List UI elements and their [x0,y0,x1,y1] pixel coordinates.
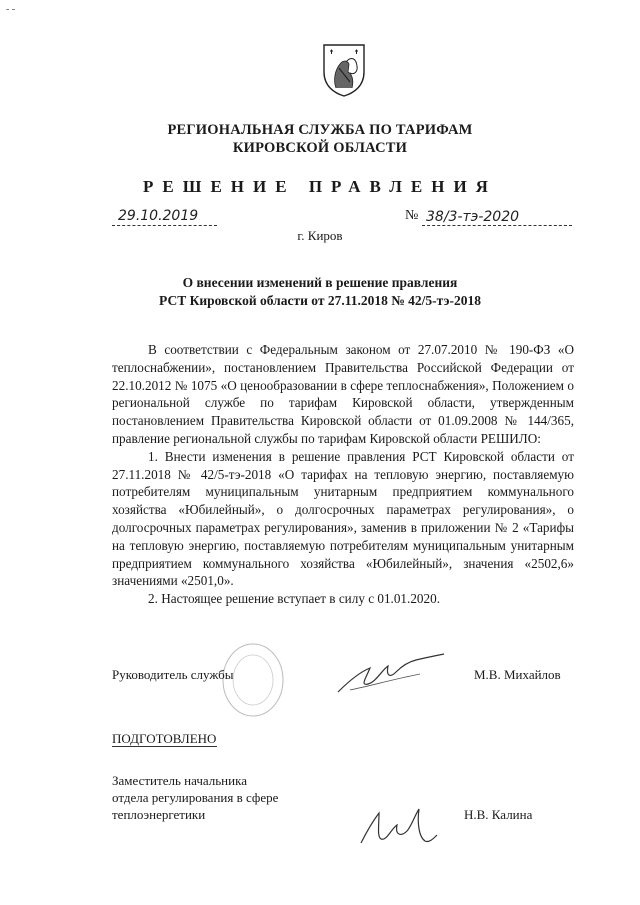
document-title: РЕШЕНИЕ ПРАВЛЕНИЯ [143,177,497,196]
subject-line1: О внесении изменений в решение правления [182,275,458,290]
date-underline [112,225,217,226]
item-1-paragraph: 1. Внести изменения в решение правления РСТ Кировской области от 27.11.2018 № 42/5-тэ-2018 «О тарифах на тепловую энергию, поставляемую потребителям муниципальным унитарным предприятием коммунального хозяйства «Юбилейный», о долгосрочных параметрах регулирования», о долгосрочных параметрах регулирования», заменив в приложении № 2 «Тарифы на тепловую энергию, поставляемую потребителям муниципальным унитарным предприятием коммунального хозяйства «Юбилейный», значения «2502,6» значениями «2501,0». [112,448,574,589]
corner-mark: - - [6,4,16,15]
deputy-name: Н.В. Калина [464,807,533,822]
item-2-paragraph: 2. Настоящее решение вступает в силу с 01.01.2020. [148,591,440,607]
decision-date: 29.10.2019 [118,208,199,224]
subject-line2: РСТ Кировской области от 27.11.2018 № 42/5-тэ-2018 [159,293,481,308]
signatory-role: Руководитель службы [112,667,234,682]
signature-mikhailov-icon [330,650,450,700]
coat-of-arms-icon [321,42,367,98]
prepared-underline [112,746,217,747]
org-name-line2: КИРОВСКОЙ ОБЛАСТИ [232,140,408,156]
deputy-position-line2: отдела регулирования в сфере [112,790,279,805]
signatory-name: М.В. Михайлов [474,667,561,682]
city: г. Киров [297,228,343,243]
number-label: № [405,208,419,223]
deputy-position-line1: Заместитель начальника [112,773,247,788]
signature-kalina-icon [355,803,440,851]
preamble-paragraph: В соответствии с Федеральным законом от 27.07.2010 № 190-ФЗ «О теплоснабжении», постановлением Правительства Российской Федерации от 22.10.2012 № 1075 «О ценообразовании в сфере теплоснабжения», Положением о региональной службе по тарифам Кировской области, утвержденным постановлением Правительства Кировской области от 01.09.2008 № 144/365, правление региональной службы по тарифам Кировской области РЕШИЛО: [112,342,574,446]
org-name-line1: РЕГИОНАЛЬНАЯ СЛУЖБА ПО ТАРИФАМ [167,122,473,138]
document-body [112,341,574,608]
deputy-position [112,772,278,823]
decision-number: 38/3-тэ-2020 [426,209,520,225]
prepared-label: ПОДГОТОВЛЕНО [112,731,217,746]
number-underline [422,225,572,226]
deputy-position-line3: теплоэнергетики [112,807,206,822]
